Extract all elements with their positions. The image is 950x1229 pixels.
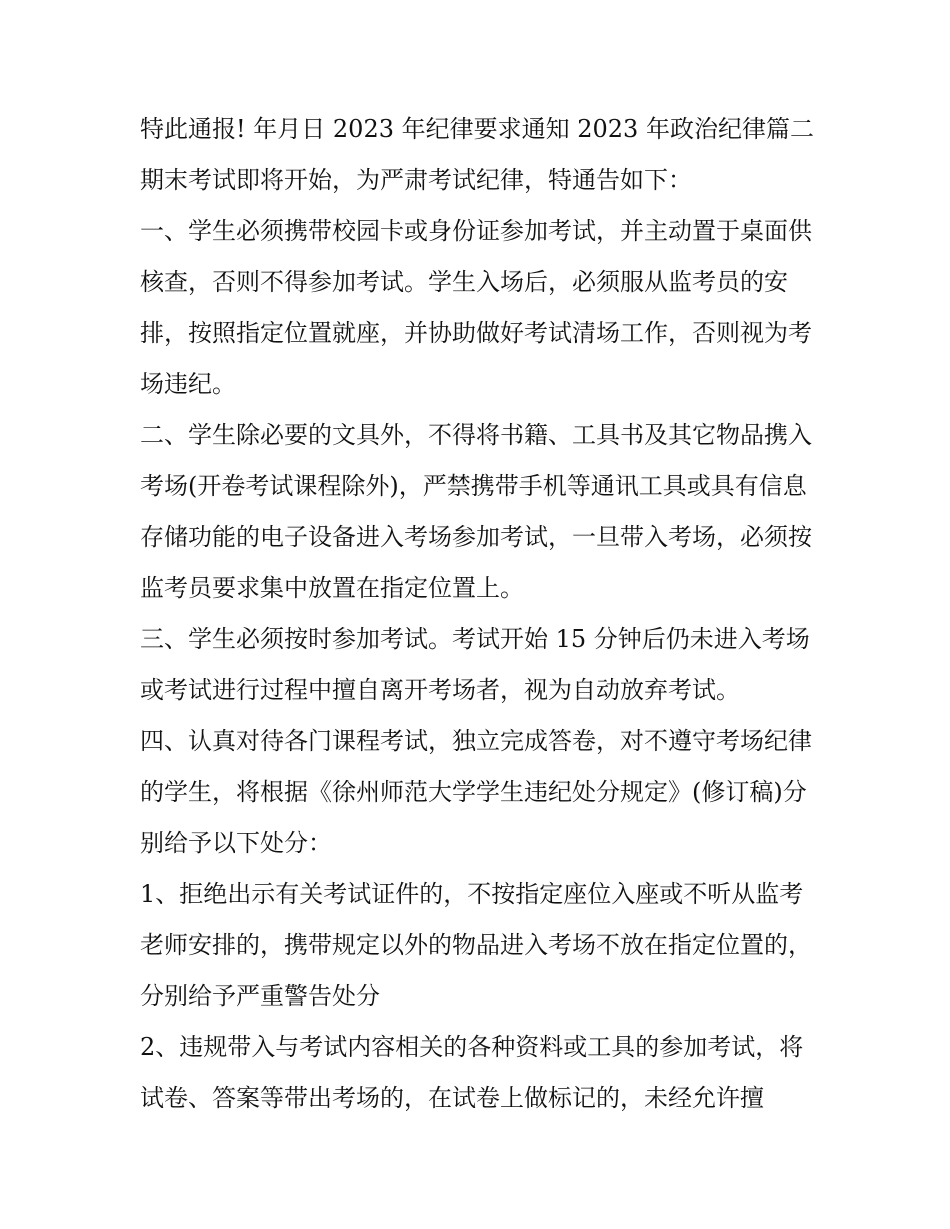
document-body [140, 104, 820, 1124]
paragraph-rule-2: 二、学生除必要的文具外，不得将书籍、工具书及其它物品携入考场(开卷考试课程除外)，严禁携带手机等通讯工具或具有信息存储功能的电子设备进入考场参加考试，一旦带入考场，必须按监考员要求集中放置在指定位置上。 [140, 421, 812, 602]
paragraph-rule-1: 一、学生必须携带校园卡或身份证参加考试，并主动置于桌面供核查，否则不得参加考试。学生入场后，必须服从监考员的安排，按照指定位置就座，并协助做好考试清场工作，否则视为考场违纪。 [140, 217, 812, 398]
paragraph-rule-3: 三、学生必须按时参加考试。考试开始 15 分钟后仍未进入考场或考试进行过程中擅自离开考场者，视为自动放弃考试。 [140, 625, 810, 704]
paragraph-penalty-2: 2、违规带入与考试内容相关的各种资料或工具的参加考试，将试卷、答案等带出考场的，在试卷上做标记的，未经允许擅 [140, 1033, 804, 1112]
paragraph-intro: 特此通报! 年月日 2023 年纪律要求通知 2023 年政治纪律篇二 [140, 115, 814, 143]
paragraph-notice: 期末考试即将开始，为严肃考试纪律，特通告如下： [140, 166, 692, 194]
paragraph-penalty-1: 1、拒绝出示有关考试证件的，不按指定座位入座或不听从监考老师安排的，携带规定以外的物品进入考场不放在指定位置的，分别给予严重警告处分 [140, 880, 812, 1010]
paragraph-rule-4: 四、认真对待各门课程考试，独立完成答卷，对不遵守考场纪律的学生，将根据《徐州师范大学学生违纪处分规定》(修订稿)分别给予以下处分： [140, 727, 812, 857]
